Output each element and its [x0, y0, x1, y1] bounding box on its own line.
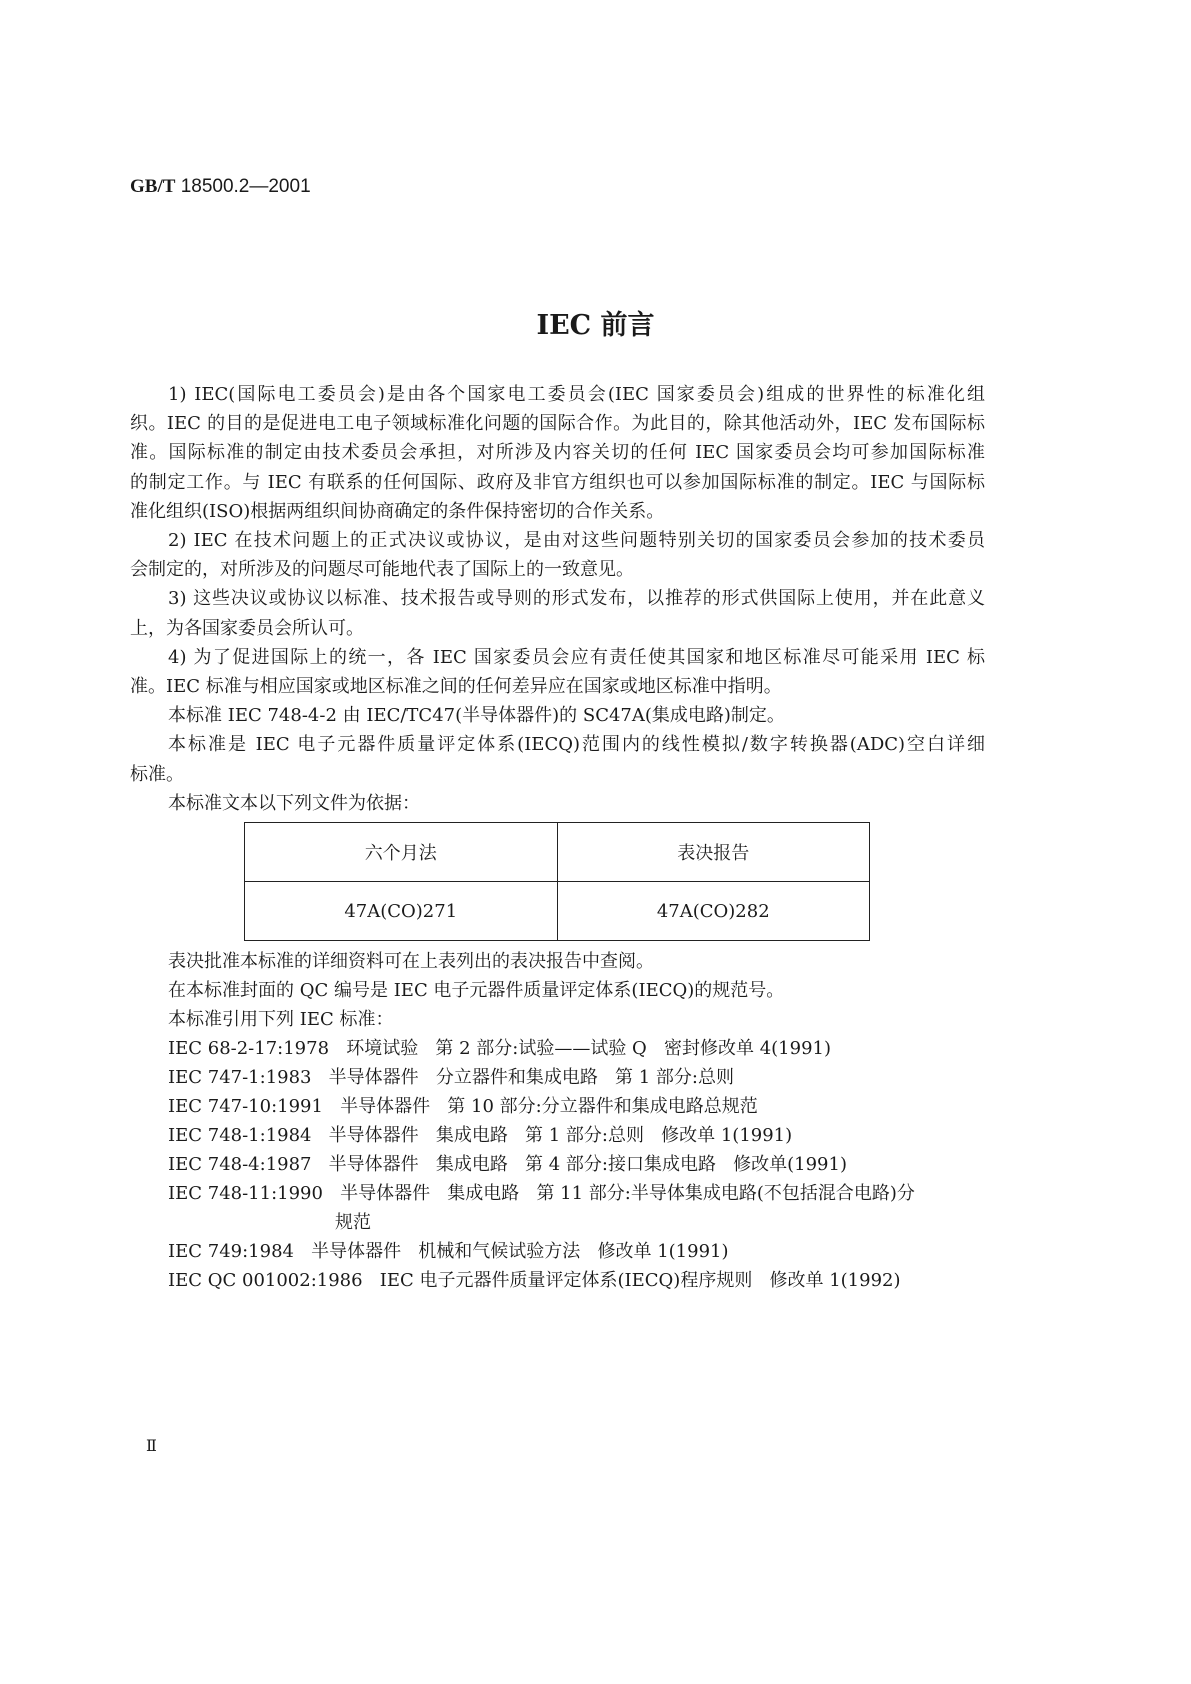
- paragraph-line: 表决批准本标准的详细资料可在上表列出的表决报告中查阅。: [168, 951, 654, 972]
- code-number: 18500.2—2001: [180, 176, 311, 197]
- paragraph-line: 织。IEC 的目的是促进电工电子领域标准化问题的国际合作。为此目的，除其他活动外，IEC 发布国际标: [130, 413, 985, 435]
- paragraph-line: 在本标准封面的 QC 编号是 IEC 电子元器件质量评定体系(IECQ)的规范号。: [168, 980, 785, 1001]
- document-code: [130, 176, 311, 198]
- table-cell: 47A(CO)271: [245, 882, 558, 941]
- reference-item: IEC 748-4:1987 半导体器件 集成电路 第 4 部分:接口集成电路 修改单(1991): [168, 1154, 847, 1175]
- paragraph-line: 本标准文本以下列文件为依据：: [168, 792, 420, 814]
- paragraph-line: 标准。: [130, 763, 184, 785]
- reference-item: IEC 749:1984 半导体器件 机械和气候试验方法 修改单 1(1991): [168, 1241, 729, 1262]
- paragraph-line: 准化组织(ISO)根据两组织间协商确定的条件保持密切的合作关系。: [130, 500, 665, 522]
- paragraph-line: 本标准是 IEC 电子元器件质量评定体系(IECQ)范围内的线性模拟/数字转换器(ADC)空白详细: [168, 734, 985, 756]
- reference-item: 规范: [335, 1212, 371, 1233]
- paragraph-line: 准。IEC 标准与相应国家或地区标准之间的任何差异应在国家或地区标准中指明。: [130, 676, 782, 697]
- reference-item: IEC 748-11:1990 半导体器件 集成电路 第 11 部分:半导体集成电路(不包括混合电路)分: [168, 1183, 915, 1204]
- paragraph-line: 3) 这些决议或协议以标准、技术报告或导则的形式发布，以推荐的形式供国际上使用，并在此意义: [168, 588, 985, 610]
- paragraph-line: 本标准引用下列 IEC 标准：: [168, 1009, 394, 1030]
- reference-item: IEC 748-1:1984 半导体器件 集成电路 第 1 部分:总则 修改单 1(1991): [168, 1125, 793, 1146]
- table-row: [245, 882, 870, 941]
- table-cell: 47A(CO)282: [557, 882, 870, 941]
- paragraph-line: 准。国际标准的制定由技术委员会承担，对所涉及内容关切的任何 IEC 国家委员会均可参加国际标准: [130, 442, 985, 464]
- reference-item: IEC QC 001002:1986 IEC 电子元器件质量评定体系(IECQ)程序规则 修改单 1(1992): [168, 1270, 901, 1291]
- paragraph-line: 4) 为了促进国际上的统一，各 IEC 国家委员会应有责任使其国家和地区标准尽可能采用 IEC 标: [168, 646, 985, 668]
- paragraph-line: 会制定的，对所涉及的问题尽可能地代表了国际上的一致意见。: [130, 559, 634, 581]
- page-title: IEC 前言: [536, 310, 655, 341]
- reference-item: IEC 68-2-17:1978 环境试验 第 2 部分:试验——试验 Q 密封修改单 4(1991): [168, 1038, 832, 1059]
- page-number: Ⅱ: [146, 1436, 157, 1455]
- paragraph-line: 的制定工作。与 IEC 有联系的任何国际、政府及非官方组织也可以参加国际标准的制定。IEC 与国际标: [130, 471, 985, 493]
- paragraph-line: 1) IEC(国际电工委员会)是由各个国家电工委员会(IEC 国家委员会)组成的世界性的标准化组: [168, 384, 985, 405]
- document-basis-table: [244, 822, 870, 941]
- code-prefix: GB/T: [130, 176, 176, 197]
- table-header-row: [245, 823, 870, 882]
- table-header: 六个月法: [245, 823, 558, 882]
- reference-item: IEC 747-1:1983 半导体器件 分立器件和集成电路 第 1 部分:总则: [168, 1067, 734, 1088]
- table-header: 表决报告: [557, 823, 870, 882]
- paragraph-line: 本标准 IEC 748-4-2 由 IEC/TC47(半导体器件)的 SC47A(集成电路)制定。: [168, 705, 785, 727]
- paragraph-line: 2) IEC 在技术问题上的正式决议或协议，是由对这些问题特别关切的国家委员会参加的技术委员: [168, 530, 985, 551]
- paragraph-line: 上，为各国家委员会所认可。: [130, 617, 364, 639]
- reference-item: IEC 747-10:1991 半导体器件 第 10 部分:分立器件和集成电路总规范: [168, 1096, 758, 1117]
